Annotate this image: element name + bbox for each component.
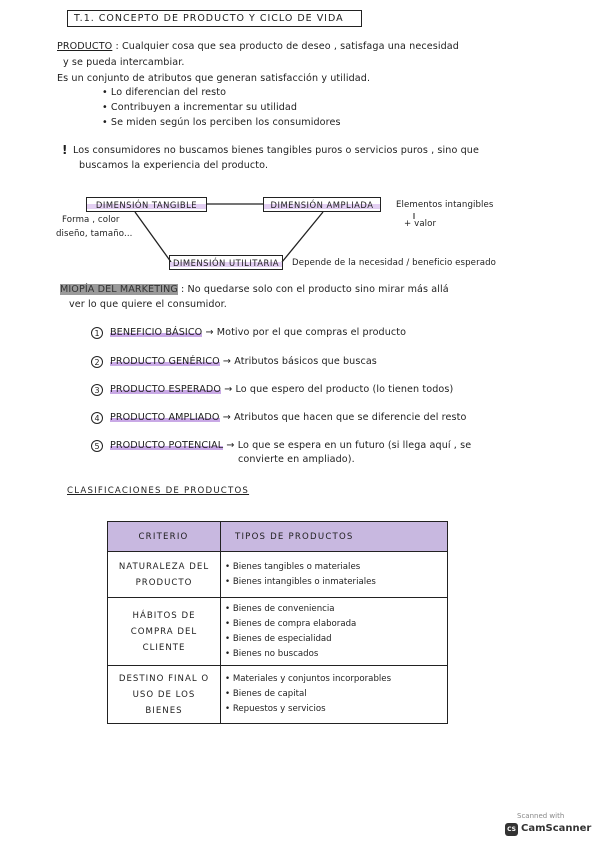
column-header: TIPOS DE PRODUCTOS: [221, 522, 448, 552]
note-line2: buscamos la experiencia del producto.: [79, 160, 269, 171]
table-row: [108, 552, 448, 598]
dimension-ampliada-box: DIMENSIÓN AMPLIADA: [263, 197, 381, 212]
level-item: PRODUCTO ESPERADO → Lo que espero del producto (lo tienen todos): [110, 384, 454, 395]
criterio-cell: HÁBITOS DE COMPRA DEL CLIENTE: [108, 598, 221, 666]
utilitaria-note: Depende de la necesidad / beneficio esperado: [292, 258, 496, 268]
list-item: • Contribuyen a incrementar su utilidad: [102, 102, 298, 113]
camscanner-logo-icon: CS: [505, 823, 518, 836]
list-item: • Lo diferencian del resto: [102, 87, 227, 98]
level-item: BENEFICIO BÁSICO → Motivo por el que compras el producto: [110, 327, 407, 338]
tipos-cell: • Bienes tangibles o materiales • Bienes intangibles o inmateriales: [221, 552, 448, 598]
list-item: • Se miden según los perciben los consumidores: [102, 117, 341, 128]
level-number-5: 5: [91, 440, 103, 452]
dimension-utilitaria-box: DIMENSIÓN UTILITARIA: [169, 255, 283, 270]
camscanner-badge: [505, 812, 592, 840]
producto-conjunto-line: Es un conjunto de atributos que generan satisfacción y utilidad.: [57, 73, 371, 84]
level-item: PRODUCTO POTENCIAL → Lo que se espera en un futuro (si llega aquí , se: [110, 440, 472, 451]
table-row: [108, 598, 448, 666]
producto-def-line2: y se pueda intercambiar.: [63, 57, 185, 68]
miopia-definition: [60, 284, 449, 295]
tangible-note-2: diseño, tamaño...: [56, 229, 133, 239]
tipos-cell: • Materiales y conjuntos incorporables • Bienes de capital • Repuestos y servicios: [221, 666, 448, 724]
note-line1: Los consumidores no buscamos bienes tangibles puros o servicios puros , sino que: [73, 145, 479, 156]
ampliada-note-1: Elementos intangibles: [396, 200, 494, 210]
level-item: PRODUCTO AMPLIADO → Atributos que hacen que se diferencie del resto: [110, 412, 467, 423]
criterio-cell: DESTINO FINAL O USO DE LOS BIENES: [108, 666, 221, 724]
miopia-term: MIOPÍA DEL MARKETING: [60, 284, 178, 295]
level-number-2: 2: [91, 356, 103, 368]
producto-term: PRODUCTO: [57, 41, 113, 52]
miopia-line2: ver lo que quiere el consumidor.: [69, 299, 227, 310]
level-5-continuation: convierte en ampliado).: [238, 454, 355, 465]
scanned-with-label: Scanned with: [517, 812, 565, 820]
table-row: [108, 666, 448, 724]
producto-def-line1: : Cualquier cosa que sea producto de deseo , satisfaga una necesidad: [115, 41, 459, 52]
miopia-line1: : No quedarse solo con el producto sino mirar más allá: [181, 284, 449, 295]
camscanner-brand: CamScanner: [521, 823, 592, 834]
table-header-row: [108, 522, 448, 552]
tipos-cell: • Bienes de conveniencia • Bienes de compra elaborada • Bienes de especialidad • Bienes no buscados: [221, 598, 448, 666]
level-item: PRODUCTO GENÉRICO → Atributos básicos que buscas: [110, 356, 377, 367]
exclamation-icon: !: [62, 143, 68, 157]
dimension-tangible-box: DIMENSIÓN TANGIBLE: [86, 197, 207, 212]
level-number-4: 4: [91, 412, 103, 424]
tangible-note-1: Forma , color: [62, 215, 120, 225]
section-title: CLASIFICACIONES DE PRODUCTOS: [67, 486, 250, 496]
level-number-1: 1: [91, 327, 103, 339]
level-number-3: 3: [91, 384, 103, 396]
page-title: T.1. CONCEPTO DE PRODUCTO Y CICLO DE VIDA: [67, 10, 362, 27]
column-header: CRITERIO: [108, 522, 221, 552]
criterio-cell: NATURALEZA DEL PRODUCTO: [108, 552, 221, 598]
classification-table: [107, 521, 448, 724]
ampliada-note-2: + valor: [404, 219, 437, 229]
